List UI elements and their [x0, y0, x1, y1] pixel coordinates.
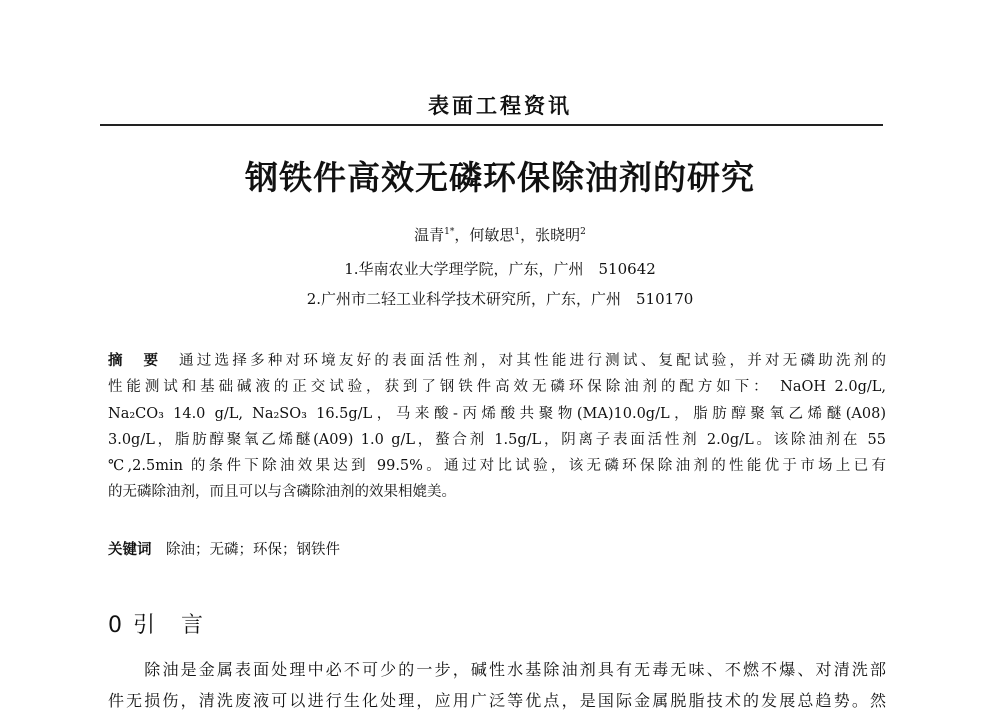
affiliation-2: 2.广州市二轻工业科学技术研究所，广东，广州 510170	[306, 290, 694, 308]
author-name: 何敏思	[469, 226, 515, 244]
abstract-line: 性能测试和基础碱液的正交试验，获到了钢铁件高效无磷环保除油剂的配方如下： NaOH 2.0g/L,	[108, 379, 886, 396]
abstract-line: 的无磷除油剂，而且可以与含磷除油剂的效果相媲美。	[108, 484, 456, 501]
author-line	[0, 224, 1000, 245]
author-separator: ，	[454, 226, 470, 244]
paper-title: 钢铁件高效无磷环保除油剂的研究	[245, 158, 755, 197]
author-affiliation-mark: 2	[580, 227, 586, 237]
abstract-label: 摘 要	[108, 353, 162, 369]
body-text	[108, 654, 886, 716]
author-affiliation-mark: 1*	[444, 227, 455, 237]
author-separator: ，	[520, 226, 536, 244]
journal-header: 表面工程资讯	[428, 93, 572, 118]
keywords-label: 关键词	[108, 542, 152, 558]
body-line: 件无损伤，清洗废液可以进行生化处理，应用广泛等优点，是国际金属脱脂技术的发展总趋势。然	[108, 691, 886, 710]
author-affiliation-mark: 1	[514, 227, 521, 237]
keywords-text: 除油；无磷；环保；钢铁件	[166, 542, 340, 558]
abstract-text: 通过选择多种对环境友好的表面活性剂，对其性能进行测试、复配试验，并对无磷助洗剂的	[179, 353, 887, 369]
abstract-line: Na₂CO₃ 14.0 g/L, Na₂SO₃ 16.5g/L，马来酸-丙烯酸共聚物(MA)10.0g/L，脂肪醇聚氧乙烯醚(A08)	[108, 405, 886, 422]
section-heading: 0 引 言	[108, 613, 205, 638]
affiliation-1: 1.华南农业大学理学院，广东，广州 510642	[344, 260, 656, 278]
author-name: 温青	[414, 226, 445, 244]
abstract	[108, 348, 886, 506]
abstract-line: 3.0g/L，脂肪醇聚氧乙烯醚(A09) 1.0 g/L，螯合剂 1.5g/L，阴离子表面活性剂 2.0g/L。该除油剂在 55	[108, 431, 886, 448]
keywords	[108, 538, 340, 559]
body-line	[108, 654, 886, 685]
author-name: 张晓明	[535, 226, 581, 244]
abstract-line: ℃,2.5min 的条件下除油效果达到 99.5%。通过对比试验，该无磷环保除油剂的性能优于市场上已有	[108, 458, 886, 475]
header-rule	[100, 124, 883, 126]
body-line-text: 除油是金属表面处理中必不可少的一步，碱性水基除油剂具有无毒无味、不燃不爆、对清洗部	[144, 660, 886, 679]
abstract-line	[108, 348, 886, 374]
